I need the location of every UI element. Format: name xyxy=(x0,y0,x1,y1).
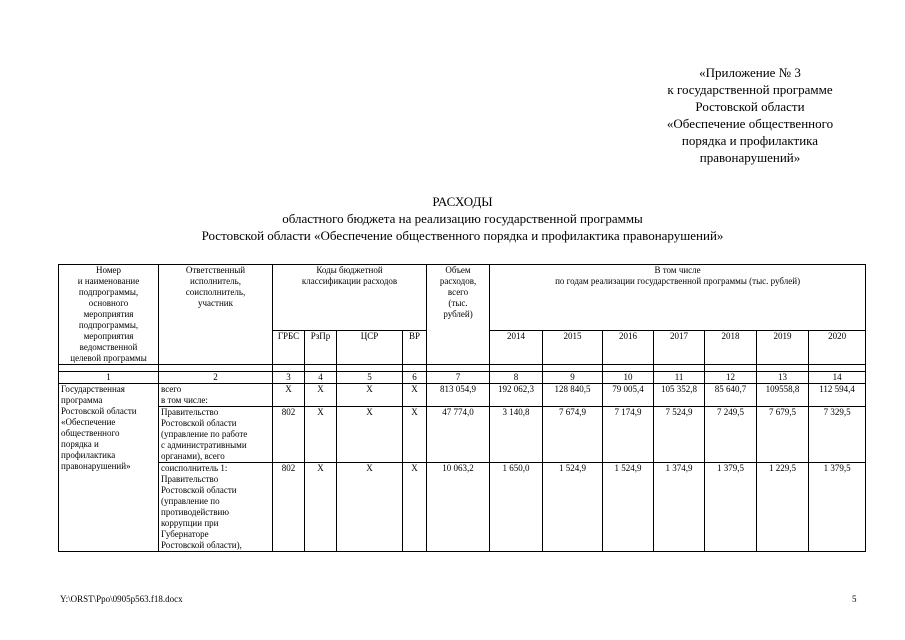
grbs-cell: 802 xyxy=(273,463,305,552)
column-number: 12 xyxy=(705,372,757,384)
year-value-cell: 7 679,5 xyxy=(757,407,809,463)
vr-cell: X xyxy=(403,463,427,552)
appendix-line: «Обеспечение общественного xyxy=(666,116,834,131)
header-codes-group: Коды бюджетной классификации расходов xyxy=(273,265,427,331)
expenses-table xyxy=(58,264,866,552)
column-number: 14 xyxy=(809,372,866,384)
year-value-cell: 7 524,9 xyxy=(654,407,705,463)
page-number: 5 xyxy=(852,594,857,604)
table-row xyxy=(59,463,866,552)
column-number: 1 xyxy=(59,372,159,384)
year-value-cell: 1 650,0 xyxy=(490,463,543,552)
header-subprogram: Номер и наименование подпрограммы, основного мероприятия подпрограммы, мероприятия ведомственной целевой программы xyxy=(59,265,159,365)
executor-cell: Правительство Ростовской области (управление по работе с административными органами), всего xyxy=(159,407,273,463)
csr-cell: X xyxy=(337,384,403,407)
rzpr-cell: X xyxy=(305,384,337,407)
year-value-cell: 1 524,9 xyxy=(603,463,654,552)
vr-cell: X xyxy=(403,407,427,463)
column-number: 3 xyxy=(273,372,305,384)
year-value-cell: 79 005,4 xyxy=(603,384,654,407)
year-value-cell: 7 674,9 xyxy=(543,407,603,463)
table-row xyxy=(59,407,866,463)
header-year: 2018 xyxy=(705,330,757,364)
column-number: 7 xyxy=(427,372,490,384)
column-number: 11 xyxy=(654,372,705,384)
year-value-cell: 85 640,7 xyxy=(705,384,757,407)
year-value-cell: 192 062,3 xyxy=(490,384,543,407)
document-title xyxy=(60,193,865,244)
year-value-cell: 7 329,5 xyxy=(809,407,866,463)
header-volume: Объем расходов, всего (тыс. рублей) xyxy=(427,265,490,365)
total-cell: 813 054,9 xyxy=(427,384,490,407)
title-heading: РАСХОДЫ xyxy=(432,194,493,209)
year-value-cell: 109558,8 xyxy=(757,384,809,407)
header-year: 2015 xyxy=(543,330,603,364)
column-number: 9 xyxy=(543,372,603,384)
executor-cell: соисполнитель 1: Правительство Ростовской области (управление по противодействию коррупции при Губернаторе Ростовской области), xyxy=(159,463,273,552)
appendix-line: правонарушений» xyxy=(699,150,801,165)
executor-cell: всего в том числе: xyxy=(159,384,273,407)
header-grbs: ГРБС xyxy=(273,330,305,364)
column-number: 4 xyxy=(305,372,337,384)
header-executor: Ответственный исполнитель, соисполнитель, участник xyxy=(159,265,273,365)
header-years-group: В том числе по годам реализации государственной программы (тыс. рублей) xyxy=(490,265,866,331)
header-year: 2016 xyxy=(603,330,654,364)
year-value-cell: 1 229,5 xyxy=(757,463,809,552)
year-value-cell: 7 174,9 xyxy=(603,407,654,463)
total-cell: 10 063,2 xyxy=(427,463,490,552)
column-number: 6 xyxy=(403,372,427,384)
header-vr: ВР xyxy=(403,330,427,364)
header-rzpr: РзПр xyxy=(305,330,337,364)
rzpr-cell: X xyxy=(305,463,337,552)
year-value-cell: 105 352,8 xyxy=(654,384,705,407)
header-year: 2014 xyxy=(490,330,543,364)
title-line-2: Ростовской области «Обеспечение общественного порядка и профилактика правонарушений» xyxy=(201,228,724,243)
grbs-cell: X xyxy=(273,384,305,407)
year-value-cell: 1 374,9 xyxy=(654,463,705,552)
appendix-line: Ростовской области xyxy=(695,99,805,114)
vr-cell: X xyxy=(403,384,427,407)
year-value-cell: 1 524,9 xyxy=(543,463,603,552)
column-number: 8 xyxy=(490,372,543,384)
column-number: 10 xyxy=(603,372,654,384)
year-value-cell: 7 249,5 xyxy=(705,407,757,463)
year-value-cell: 1 379,5 xyxy=(809,463,866,552)
year-value-cell: 112 594,4 xyxy=(809,384,866,407)
header-year: 2017 xyxy=(654,330,705,364)
column-number: 5 xyxy=(337,372,403,384)
year-value-cell: 1 379,5 xyxy=(705,463,757,552)
column-number-row xyxy=(59,372,866,384)
total-cell: 47 774,0 xyxy=(427,407,490,463)
header-year: 2019 xyxy=(757,330,809,364)
program-name-cell: Государственная программа Ростовской области «Обеспечение общественного порядка и профилактика правонарушений» xyxy=(59,384,159,552)
column-number: 2 xyxy=(159,372,273,384)
header-year: 2020 xyxy=(809,330,866,364)
year-value-cell: 3 140,8 xyxy=(490,407,543,463)
csr-cell: X xyxy=(337,463,403,552)
grbs-cell: 802 xyxy=(273,407,305,463)
year-value-cell: 128 840,5 xyxy=(543,384,603,407)
table-row xyxy=(59,384,866,407)
footer-file-path: Y:\ORST\Ppo\0905p563.f18.docx xyxy=(60,594,183,604)
appendix-line: к государственной программе xyxy=(667,82,833,97)
column-number: 13 xyxy=(757,372,809,384)
header-row-1 xyxy=(59,265,866,331)
rzpr-cell: X xyxy=(305,407,337,463)
header-csr: ЦСР xyxy=(337,330,403,364)
title-line-1: областного бюджета на реализацию государственной программы xyxy=(282,211,643,226)
appendix-line: порядка и профилактика xyxy=(681,133,819,148)
header-spacer-row xyxy=(59,365,866,372)
csr-cell: X xyxy=(337,407,403,463)
appendix-line: «Приложение № 3 xyxy=(699,65,801,80)
appendix-block xyxy=(630,64,870,166)
